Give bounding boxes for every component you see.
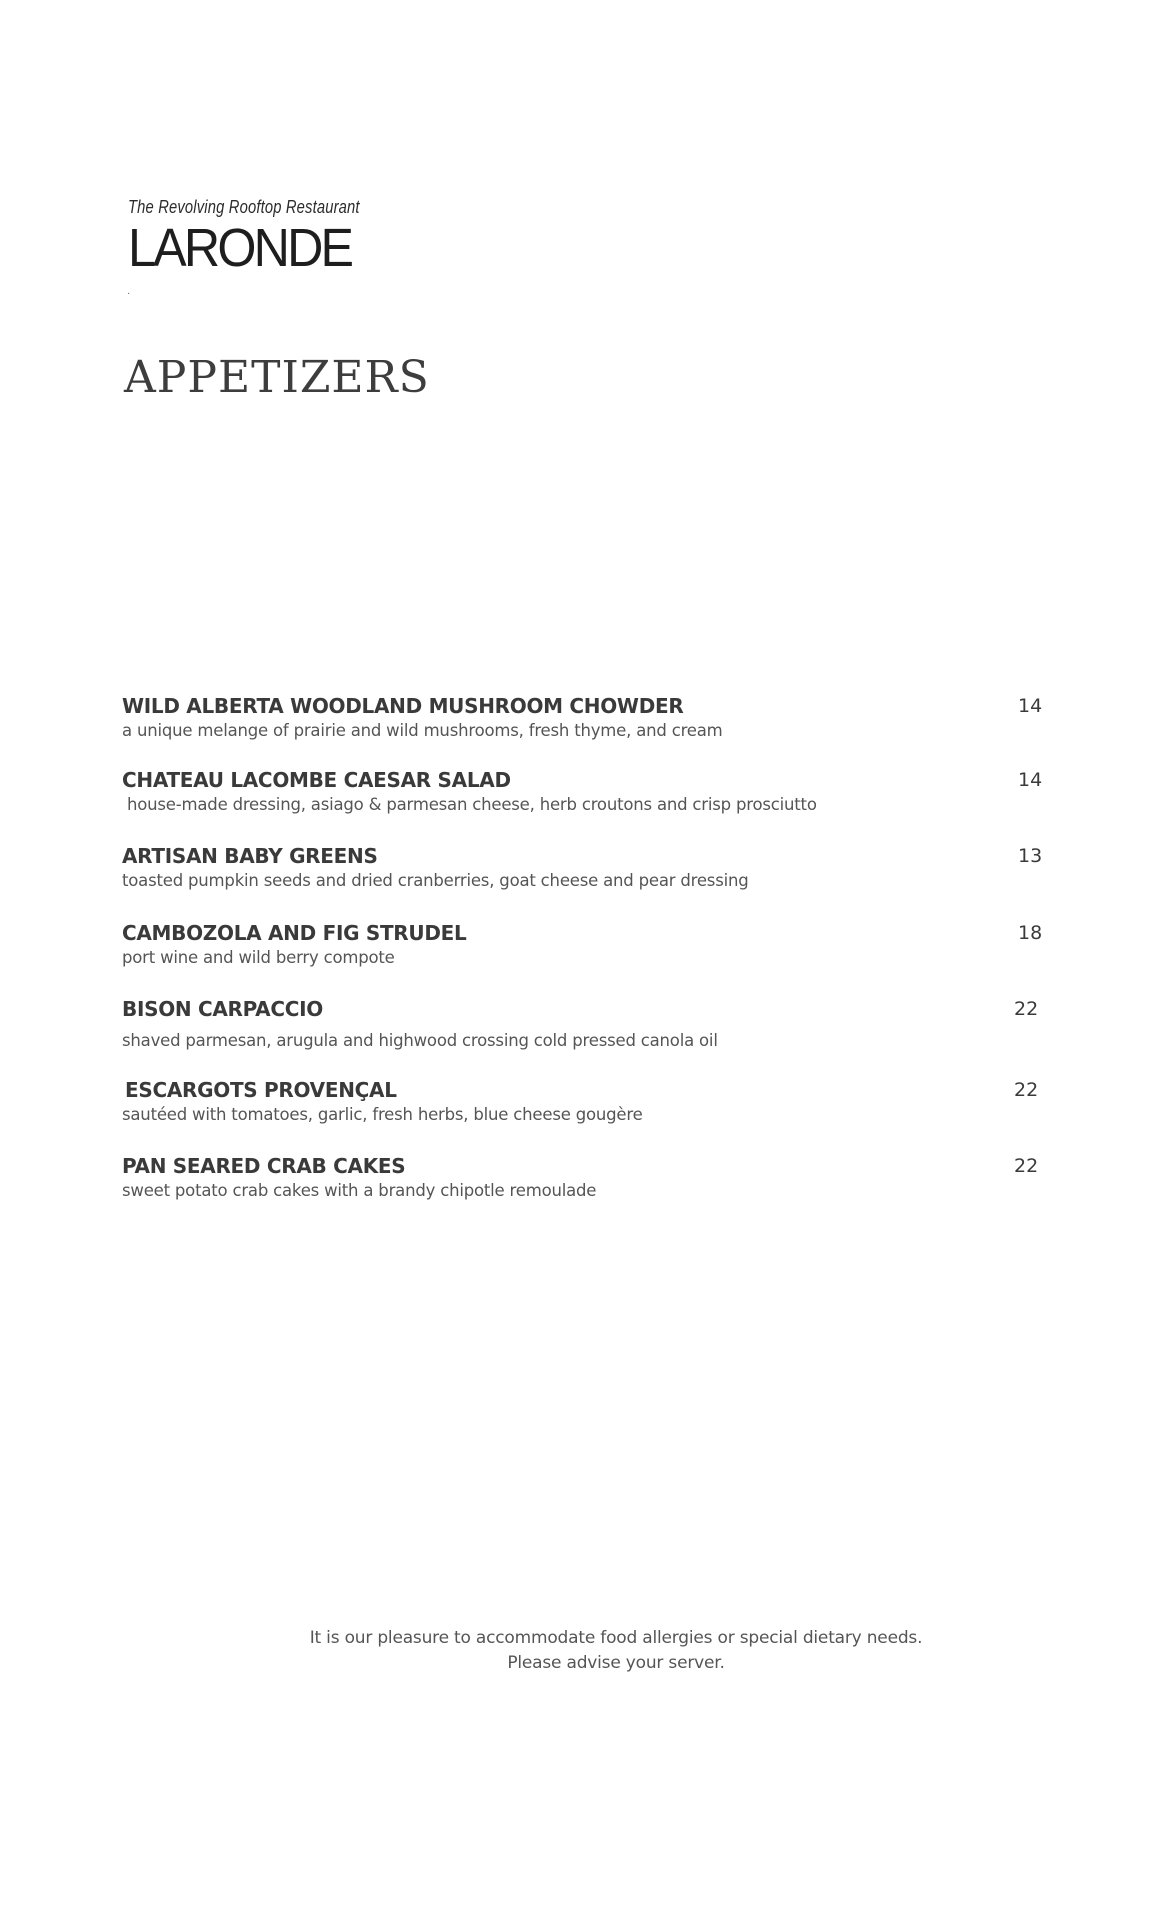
item-description: sautéed with tomatoes, garlic, fresh herbs, blue cheese gougère (122, 1105, 643, 1124)
menu-item (122, 996, 1042, 1052)
item-name: CAMBOZOLA AND FIG STRUDEL (122, 921, 467, 945)
item-name: ESCARGOTS PROVENÇAL (125, 1078, 397, 1102)
item-description: a unique melange of prairie and wild mushrooms, fresh thyme, and cream (122, 721, 723, 740)
item-name: PAN SEARED CRAB CAKES (122, 1154, 406, 1178)
item-description: sweet potato crab cakes with a brandy chipotle remoulade (122, 1181, 597, 1200)
item-price: 14 (1018, 695, 1043, 717)
item-name: WILD ALBERTA WOODLAND MUSHROOM CHOWDER (122, 694, 684, 718)
item-description: port wine and wild berry compote (122, 948, 395, 967)
restaurant-logo (128, 196, 368, 276)
item-price: 18 (1018, 922, 1043, 944)
item-name: BISON CARPACCIO (122, 997, 323, 1021)
section-title: APPETIZERS (124, 352, 430, 403)
menu-item (122, 920, 1042, 969)
item-price: 14 (1018, 769, 1043, 791)
menu-item (122, 1153, 1042, 1202)
menu-item (122, 767, 1042, 816)
allergy-note-line1: It is our pleasure to accommodate food allergies or special dietary needs. (309, 1628, 923, 1648)
item-description: house-made dressing, asiago & parmesan cheese, herb croutons and crisp prosciutto (127, 795, 817, 814)
item-name: ARTISAN BABY GREENS (122, 844, 378, 868)
allergy-note-line2: Please advise your server. (507, 1653, 725, 1673)
logo-tagline: The Revolving Rooftop Restaurant (128, 197, 360, 217)
item-name: CHATEAU LACOMBE CAESAR SALAD (122, 768, 511, 792)
logo-wordmark: LARONDE (128, 218, 352, 278)
item-description: toasted pumpkin seeds and dried cranberries, goat cheese and pear dressing (122, 871, 749, 890)
item-description: shaved parmesan, arugula and highwood crossing cold pressed canola oil (122, 1031, 718, 1050)
menu-item (122, 693, 1042, 742)
item-price: 13 (1018, 845, 1043, 867)
item-price: 22 (1014, 1079, 1039, 1101)
decorative-dot: . (127, 286, 131, 297)
item-price: 22 (1014, 998, 1039, 1020)
item-price: 22 (1014, 1155, 1039, 1177)
menu-item (122, 1077, 1042, 1126)
menu-item (122, 843, 1042, 892)
allergy-note (0, 1626, 1166, 1676)
